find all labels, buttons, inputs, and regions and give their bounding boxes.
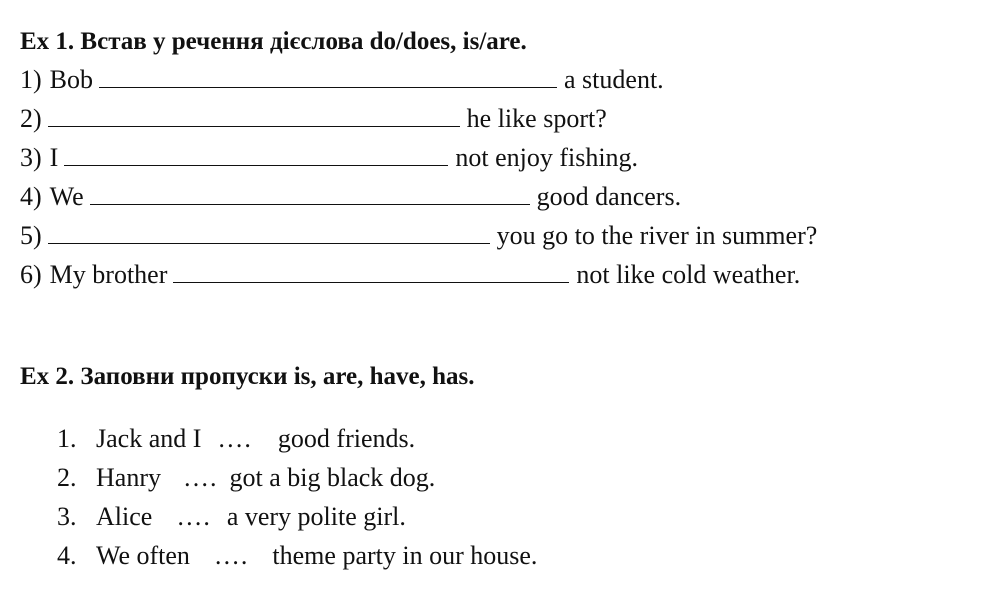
- item-number: 3.: [57, 502, 77, 531]
- list-item: [57, 419, 537, 458]
- item-rest: theme party in our house.: [272, 541, 538, 570]
- sentence-number: 4): [20, 182, 42, 211]
- sentence-start: Bob: [49, 65, 94, 94]
- ex1-sentence-3: [20, 142, 638, 174]
- answer-blank[interactable]: [90, 182, 530, 205]
- sentence-number: 3): [20, 143, 42, 172]
- item-subject: We often: [96, 541, 190, 570]
- ex1-sentence-6: [20, 259, 800, 291]
- item-gap[interactable]: ….: [176, 502, 211, 531]
- answer-blank[interactable]: [173, 260, 569, 283]
- sentence-end: he like sport?: [466, 104, 607, 133]
- item-gap[interactable]: ….: [213, 541, 249, 570]
- item-rest: good friends.: [277, 424, 416, 453]
- ex1-title: Ex 1. Встав у речення дієслова do/does, is/are.: [20, 28, 527, 55]
- answer-blank[interactable]: [99, 65, 557, 88]
- sentence-end: a student.: [564, 65, 664, 94]
- sentence-end: not like cold weather.: [576, 260, 801, 289]
- sentence-start: I: [49, 143, 59, 172]
- ex1-sentence-4: [20, 181, 681, 213]
- sentence-number: 1): [20, 65, 42, 94]
- sentence-end: not enjoy fishing.: [455, 143, 639, 172]
- item-number: 2.: [57, 463, 77, 492]
- sentence-number: 5): [20, 221, 42, 250]
- sentence-end: good dancers.: [536, 182, 682, 211]
- list-item: [57, 536, 537, 575]
- item-number: 4.: [57, 541, 77, 570]
- sentence-end: you go to the river in summer?: [496, 221, 818, 250]
- answer-blank[interactable]: [48, 104, 460, 127]
- sentence-number: 2): [20, 104, 42, 133]
- list-item: [57, 458, 537, 497]
- ex1-sentence-2: [20, 103, 607, 135]
- item-subject: Jack and I: [96, 424, 202, 453]
- answer-blank[interactable]: [48, 221, 490, 244]
- item-gap[interactable]: ….: [182, 463, 218, 492]
- sentence-start: We: [49, 182, 84, 211]
- ex1-sentence-5: [20, 220, 817, 252]
- item-rest: got a big black dog.: [229, 463, 436, 492]
- answer-blank[interactable]: [64, 143, 448, 166]
- ex1-sentence-1: [20, 64, 664, 96]
- item-gap[interactable]: ….: [217, 424, 252, 453]
- ex2-list: [57, 419, 537, 575]
- sentence-start: My brother: [49, 260, 168, 289]
- list-item: [57, 497, 537, 536]
- sentence-number: 6): [20, 260, 42, 289]
- item-rest: a very polite girl.: [226, 502, 406, 531]
- item-subject: Alice: [96, 502, 153, 531]
- ex2-title: Ex 2. Заповни пропуски is, are, have, has.: [20, 363, 475, 390]
- item-number: 1.: [57, 424, 77, 453]
- item-subject: Hanry: [96, 463, 161, 492]
